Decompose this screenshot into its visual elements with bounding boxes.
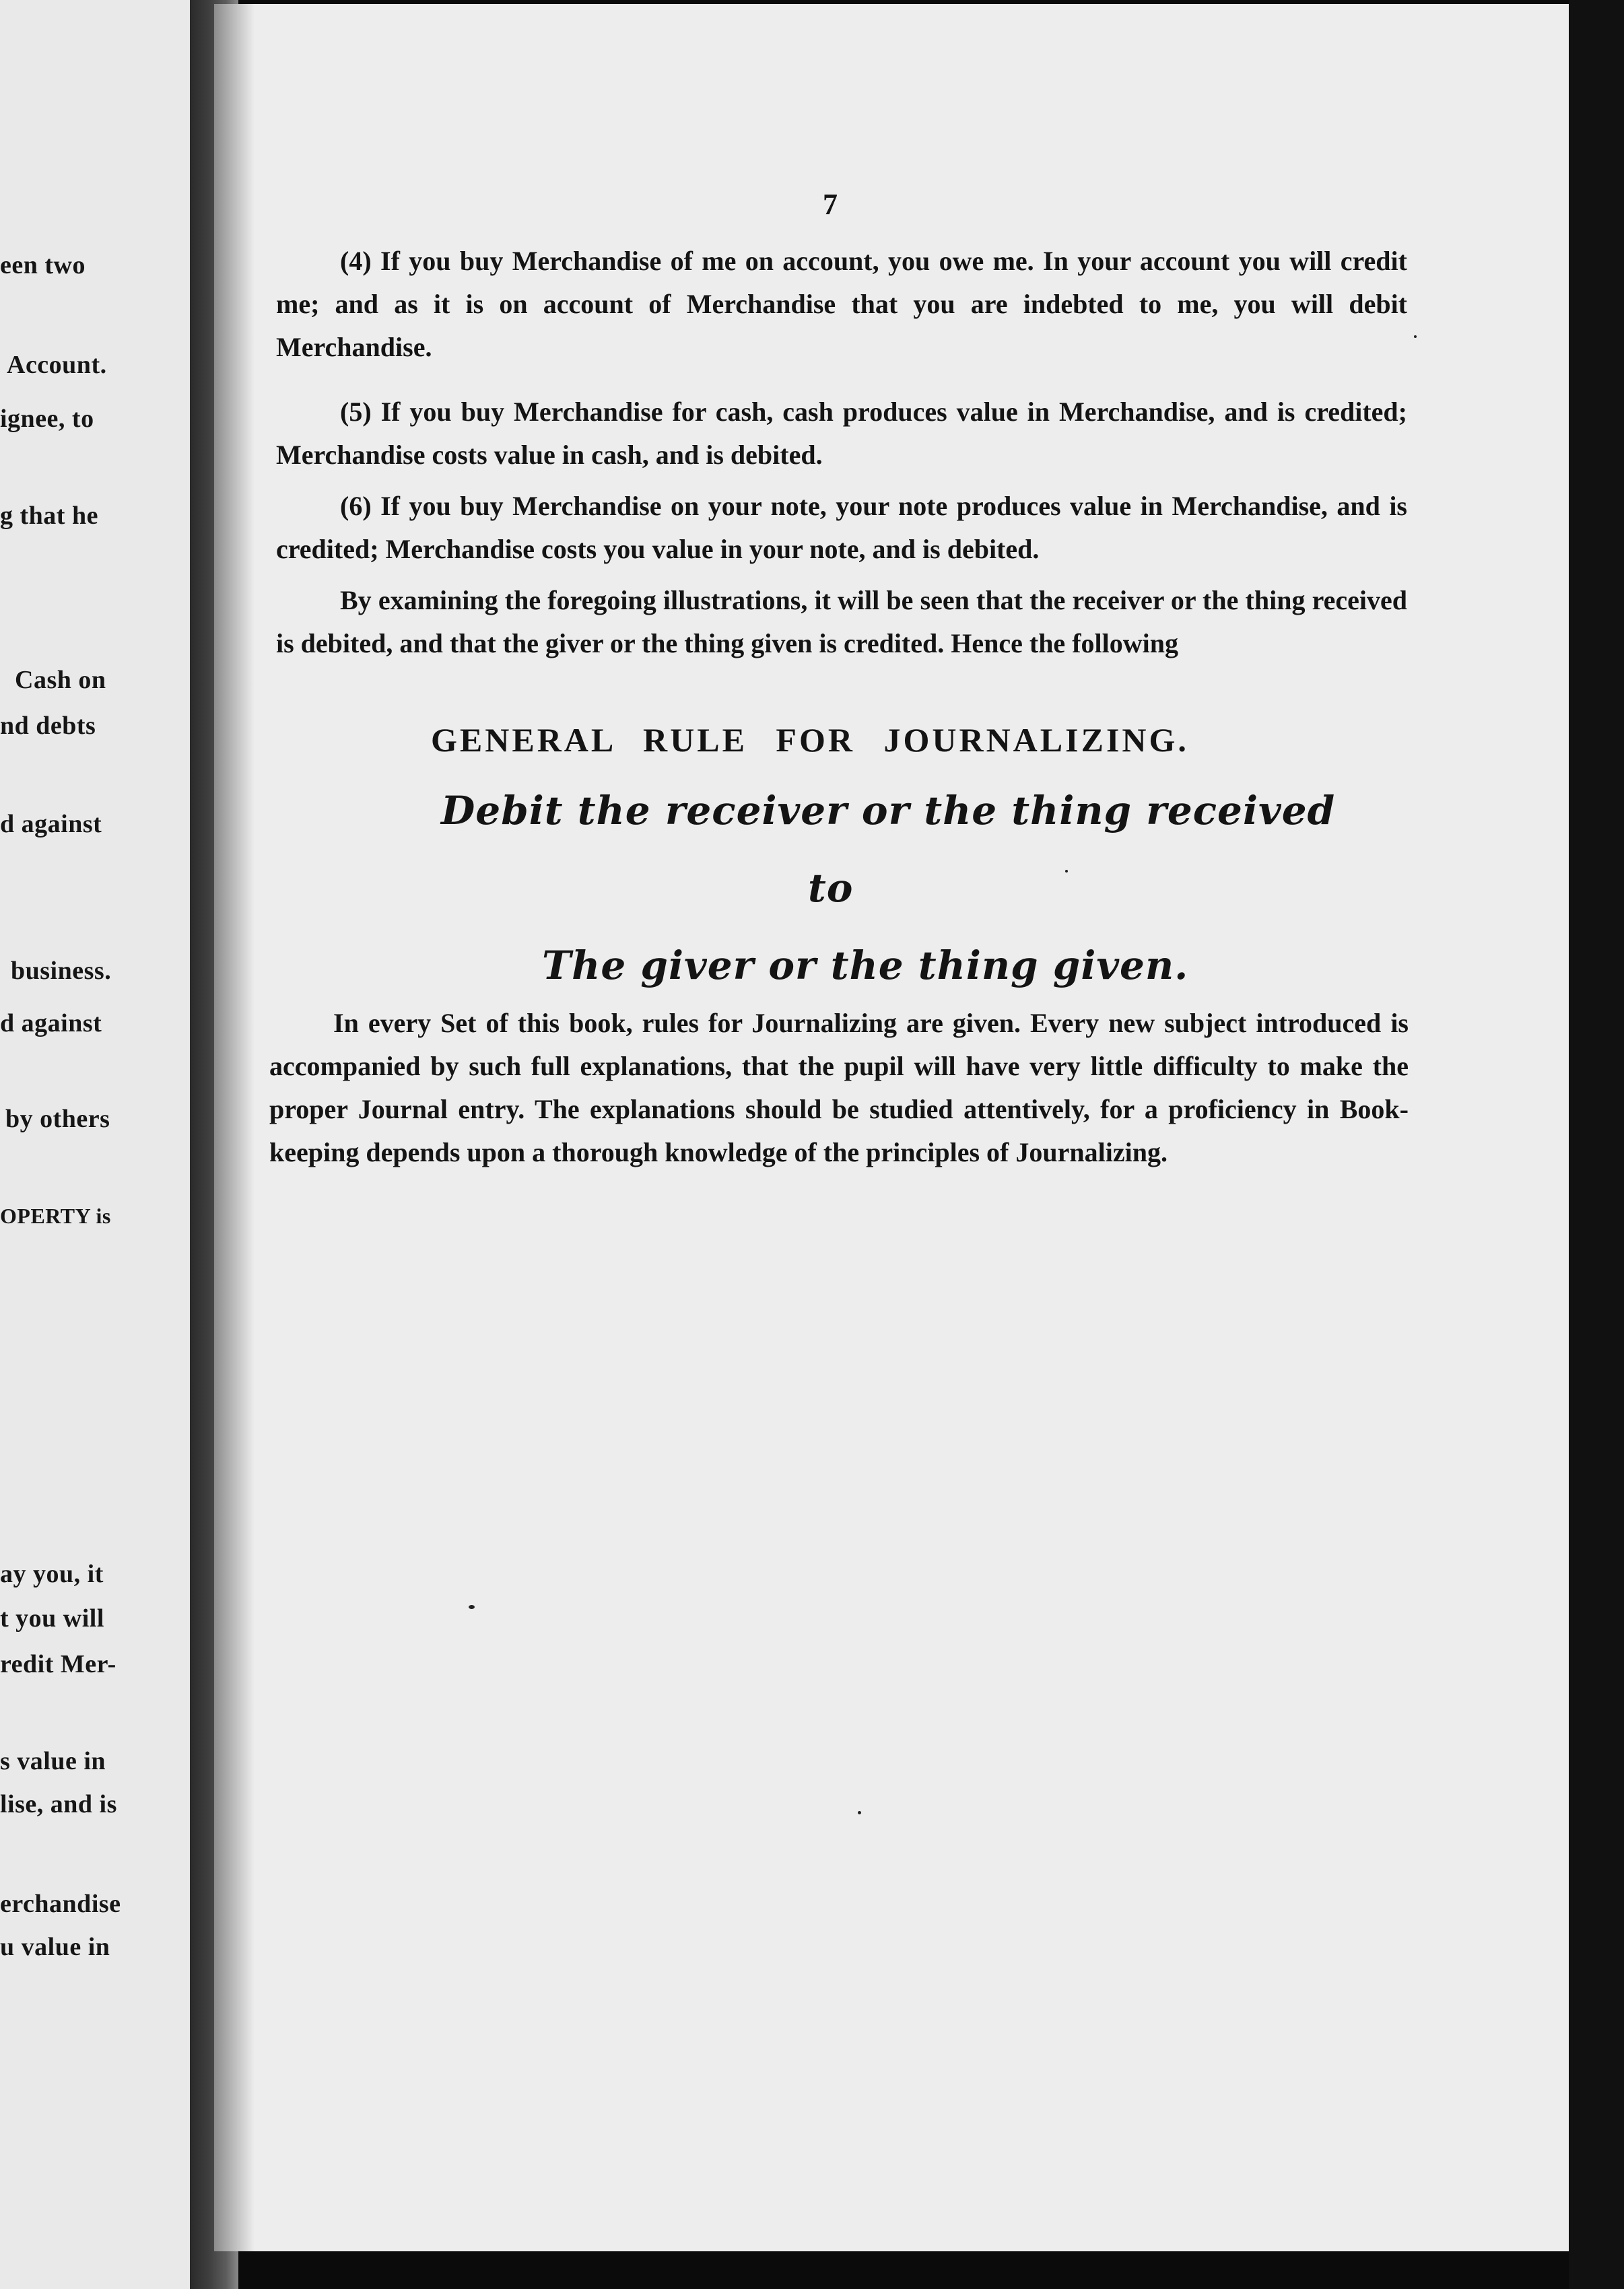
left-page-fragment: Account. (7, 351, 107, 379)
left-page-fragment: d against (0, 810, 102, 838)
left-page-fragment: OPERTY is (0, 1204, 111, 1228)
paper-speck (1414, 335, 1417, 338)
paragraph-text: By examining the foregoing illustrations, it will be seen that the receiver or the thing received is debited, and that the giver or the thing given is credited. Hence the following (276, 585, 1407, 658)
left-page-fragment: lise, and is (0, 1790, 117, 1818)
rule-line-to: to (808, 865, 854, 911)
left-page-edge (0, 0, 195, 2289)
rule-heading: GENERAL RULE FOR JOURNALIZING. (431, 721, 1189, 759)
paragraph-6 (276, 485, 1407, 571)
left-page-fragment: redit Mer- (0, 1650, 116, 1678)
rule-line-debit: Debit the receiver or the thing received (441, 788, 1336, 833)
paragraph-text: (5) If you buy Merchandise for cash, cash produces value in Merchandise, and is credited; Merchandise costs value in cash, and is debited. (276, 397, 1407, 470)
page-shadow (214, 4, 255, 2251)
left-page-fragment: t you will (0, 1604, 104, 1633)
left-page-fragment: g that he (0, 502, 98, 530)
left-page-fragment: by others (5, 1105, 110, 1133)
paragraph-text: In every Set of this book, rules for Journalizing are given. Every new subject introduced is accompanied by such full explanations, that the pupil will have very little difficulty to make the proper Journal entry. The explanations should be studied attentively, for a proficiency in Book-keeping depends upon a thorough knowledge of the principles of Journalizing. (269, 1008, 1409, 1167)
page-edge (1569, 0, 1624, 2289)
left-page-fragment: s value in (0, 1747, 106, 1775)
left-page-fragment: d against (0, 1009, 102, 1037)
rule-line-credit: The giver or the thing given. (542, 943, 1189, 988)
paragraph-5 (276, 390, 1407, 477)
paper-speck (858, 1811, 861, 1814)
paragraph-journalizing (269, 1002, 1409, 1174)
paragraph-4 (276, 240, 1407, 369)
paragraph-text: (4) If you buy Merchandise of me on account, you owe me. In your account you will credit me; and as it is on account of Merchandise that you are indebted to me, you will debit Merchandise. (276, 246, 1407, 362)
left-page-fragment: Cash on (15, 666, 106, 694)
left-page-fragment: u value in (0, 1933, 110, 1961)
left-page-fragment: erchandise (0, 1890, 121, 1918)
left-page-fragment: ay you, it (0, 1560, 104, 1588)
left-page-fragment: een two (0, 251, 86, 279)
paper-speck (1065, 870, 1068, 873)
paragraph-text: (6) If you buy Merchandise on your note, your note produces value in Merchandise, and is credited; Merchandise costs you value in your note, and is debited. (276, 491, 1407, 564)
page-number: 7 (823, 188, 838, 221)
paper-speck (469, 1605, 475, 1609)
left-page-fragment: business. (11, 957, 112, 985)
left-page-fragment: nd debts (0, 712, 96, 740)
left-page-fragment: ignee, to (0, 405, 94, 433)
paragraph-examining (276, 579, 1407, 665)
